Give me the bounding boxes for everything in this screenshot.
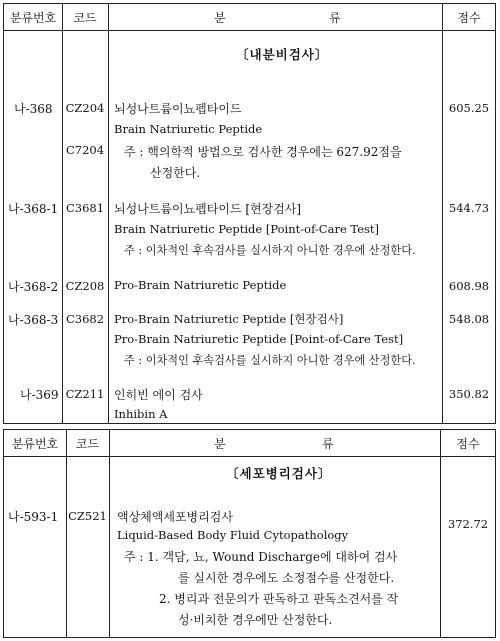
row-no: 나-368-2: [8, 280, 59, 294]
row-code: C3681: [65, 201, 105, 215]
row-note: 주 : 1. 객담, 뇨, Wound Discharge에 대하여 검사: [124, 550, 398, 564]
header-classification-no: 분류번호: [9, 11, 57, 25]
fee-table-endocrine: [3, 3, 496, 424]
row-desc-english: Brain Natriuretic Peptide [Point-of-Care Test]: [114, 222, 380, 236]
row-score: 544.73: [448, 201, 490, 215]
row-desc-korean: 뇌성나트륨이뇨펩타이드: [114, 102, 242, 116]
column-divider: [109, 430, 110, 637]
header-category-b: 류: [329, 11, 341, 25]
section-title: 〔내분비검사〕: [236, 47, 329, 62]
row-score: 548.08: [448, 312, 490, 326]
header-classification-no: 분류번호: [11, 437, 59, 451]
row-code: CZ521: [68, 509, 107, 523]
column-divider: [108, 4, 109, 423]
row-note: 2. 병리과 전문의가 판독하고 판독소견서를 작: [159, 592, 399, 606]
row-code: C3682: [65, 312, 105, 326]
row-desc-korean: 뇌성나트륨이뇨펩타이드 [현장검사]: [114, 202, 302, 216]
row-code: CZ204: [65, 101, 105, 115]
row-score: 605.25: [448, 101, 490, 115]
row-no: 나-369: [20, 388, 59, 402]
row-desc-korean: 인히빈 에이 검사: [114, 388, 203, 402]
row-desc-english: Pro-Brain Natriuretic Peptide [현장검사]: [114, 312, 344, 326]
fee-table-cytopathology: [3, 429, 496, 638]
header-score: 점수: [457, 11, 481, 25]
header-category-b: 류: [322, 437, 334, 451]
row-note: 주 : 이차적인 후속검사를 실시하지 아니한 경우에 산정한다.: [124, 354, 416, 367]
row-note-cont: 를 실시한 경우에도 소정점수를 산정한다.: [178, 571, 395, 585]
column-divider: [440, 430, 441, 637]
header-category-a: 분: [214, 437, 226, 451]
section-title: 〔세포병리검사〕: [226, 466, 332, 481]
row-desc-english: Brain Natriuretic Peptide: [114, 122, 263, 136]
header-code: 코드: [73, 11, 97, 25]
header-category-a: 분: [214, 11, 226, 25]
row-score: 350.82: [448, 387, 490, 401]
row-desc-english: Pro-Brain Natriuretic Peptide [Point-of-Care Test]: [114, 332, 404, 346]
header-score: 점수: [456, 437, 480, 451]
row-desc-english: Inhibin A: [114, 407, 168, 421]
row-score: 608.98: [448, 279, 490, 293]
row-no: 나-593-1: [8, 510, 59, 524]
row-no: 나-368-1: [8, 202, 59, 216]
column-divider: [66, 430, 67, 637]
row-score: 372.72: [447, 517, 489, 531]
row-note-cont: 성·비치한 경우에만 산정한다.: [178, 613, 333, 627]
row-no: 나-368-3: [8, 313, 59, 327]
row-note-cont: 산정한다.: [150, 166, 201, 180]
row-desc-english: Liquid-Based Body Fluid Cytopathology: [117, 528, 349, 542]
row-note: 주 : 핵의학적 방법으로 검사한 경우에는 627.92점을: [124, 145, 402, 159]
row-desc-korean: 액상체액세포병리검사: [117, 510, 233, 524]
header-code: 코드: [75, 437, 100, 451]
row-code: C7204: [65, 143, 105, 157]
row-code: CZ211: [65, 387, 105, 401]
row-desc-english: Pro-Brain Natriuretic Peptide: [114, 278, 287, 292]
row-no: 나-368: [14, 102, 53, 116]
row-note: 주 : 이차적인 후속검사를 실시하지 아니한 경우에 산정한다.: [124, 244, 416, 257]
row-code: CZ208: [65, 279, 105, 293]
